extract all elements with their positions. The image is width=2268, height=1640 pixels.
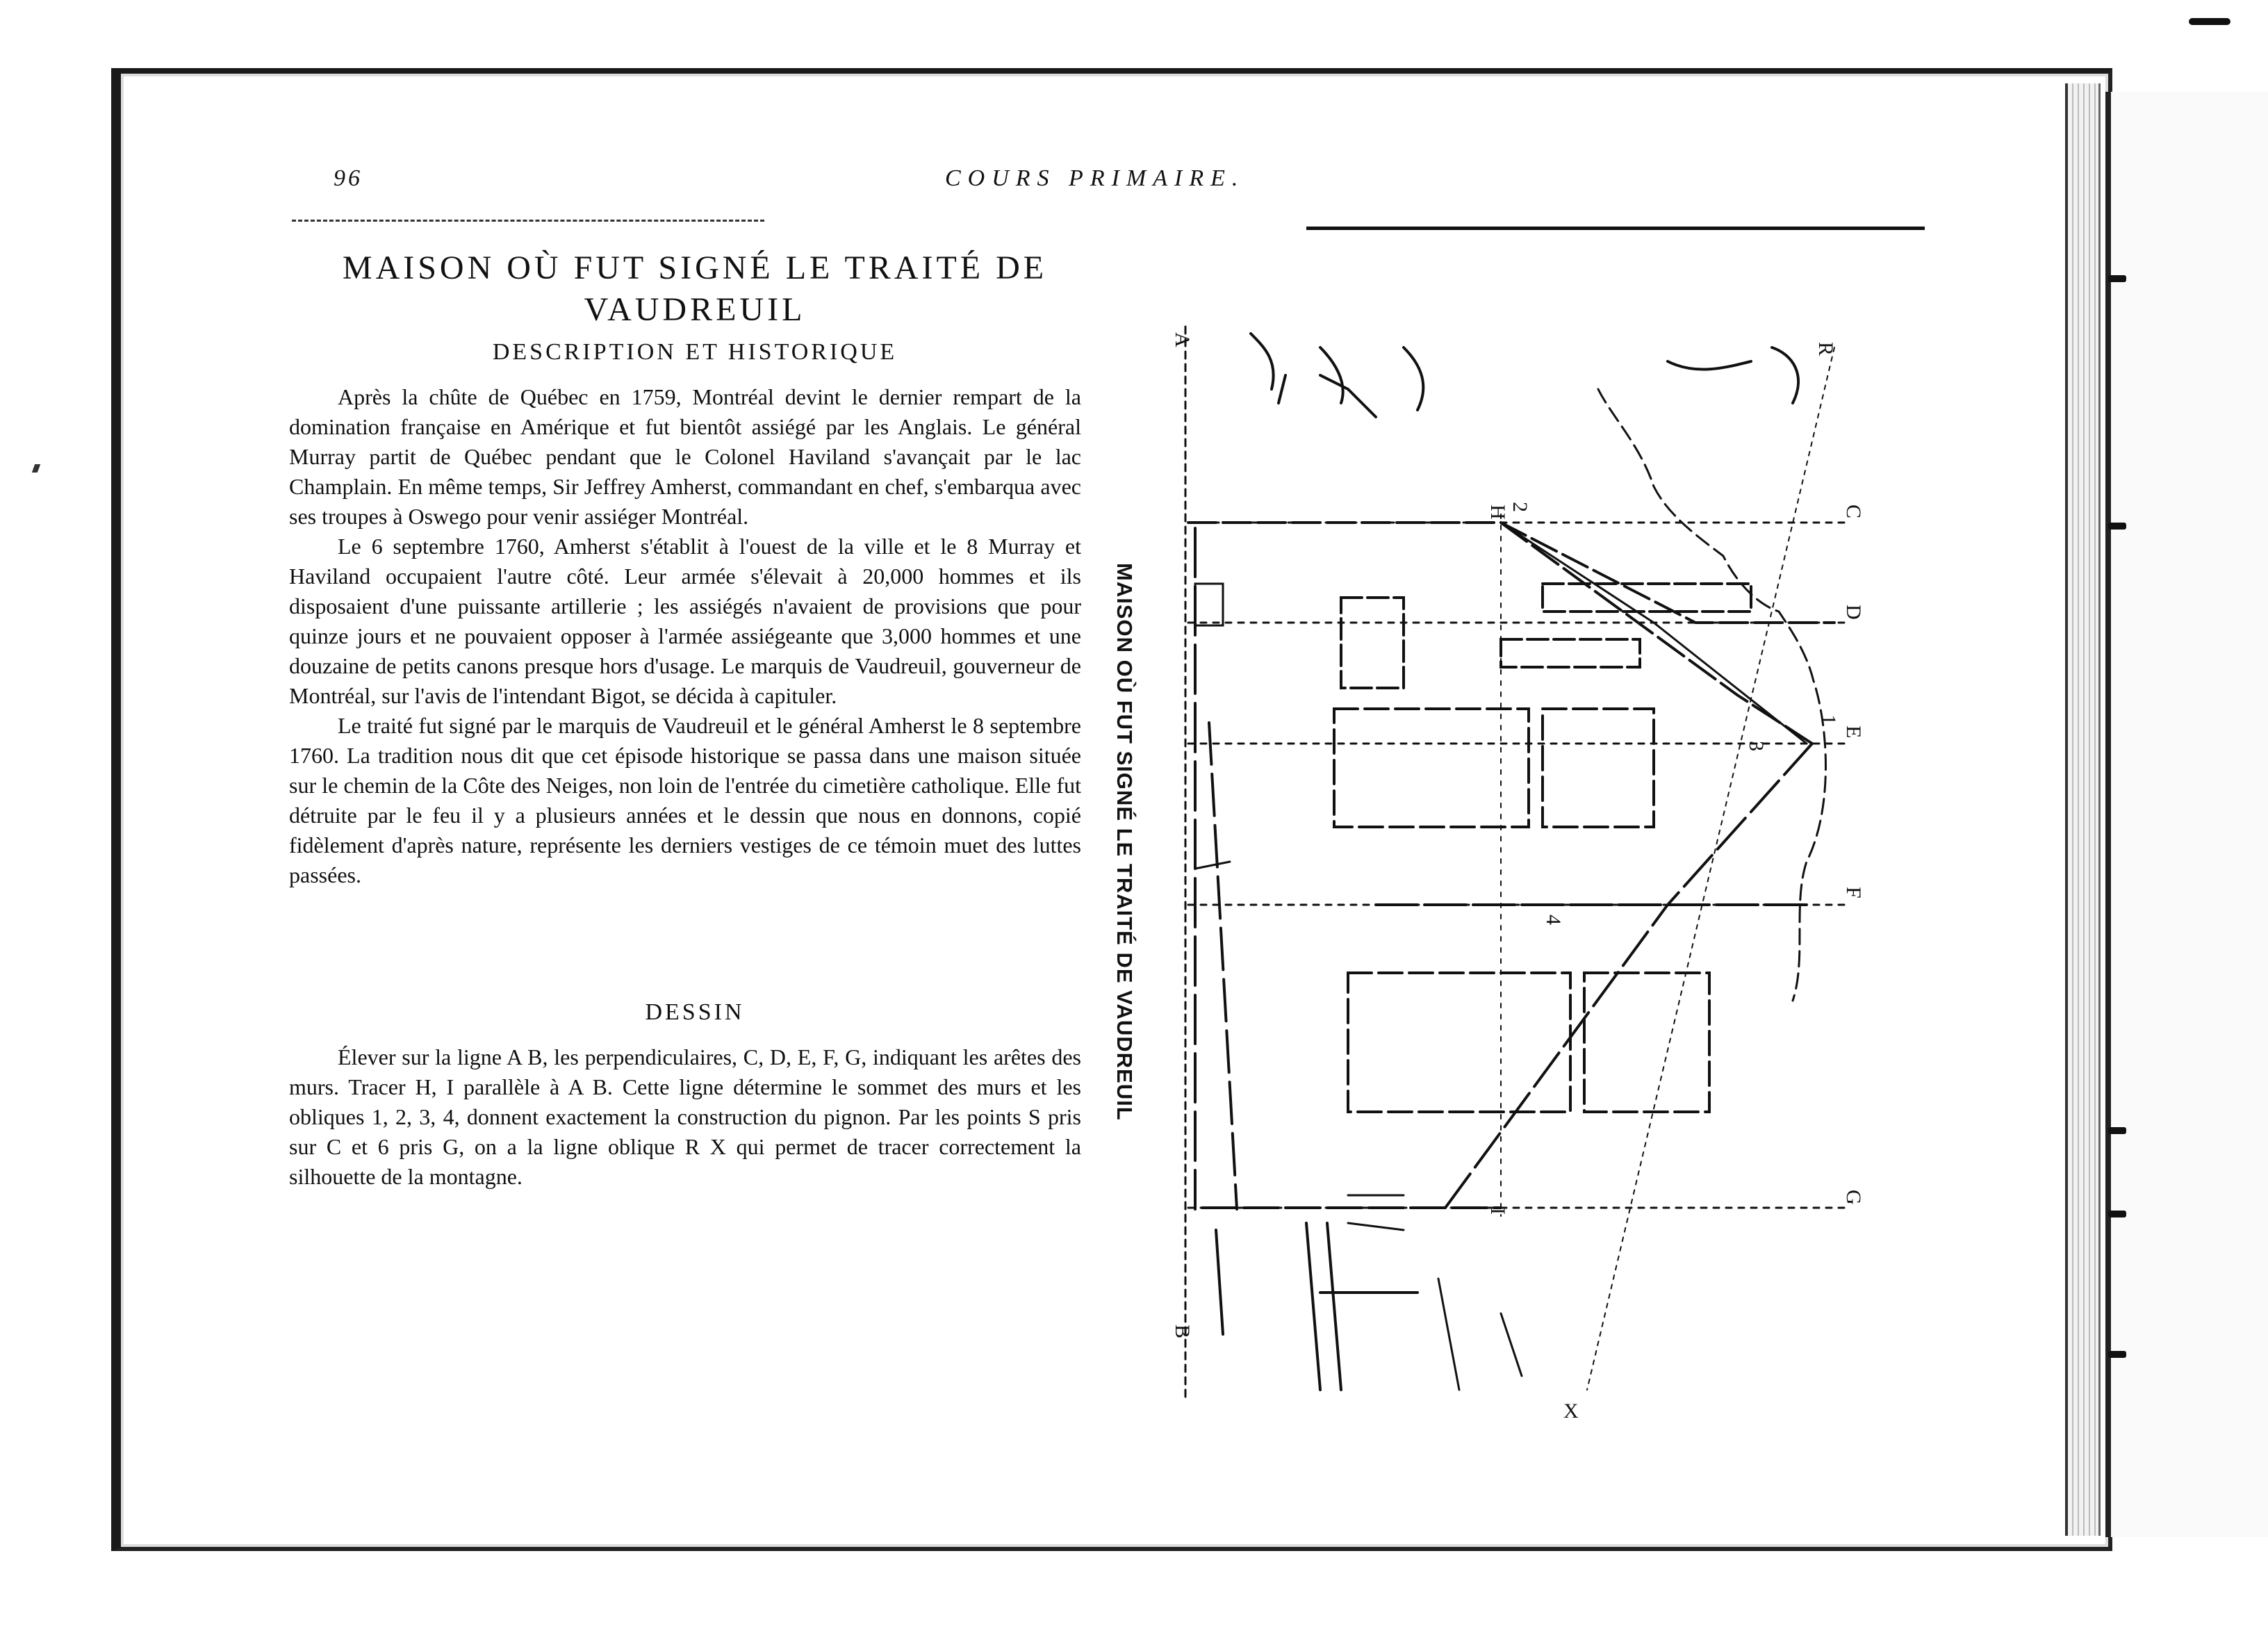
label-3: 3 — [1745, 741, 1768, 751]
section-heading-description: DESCRIPTION ET HISTORIQUE — [492, 339, 898, 365]
label-c: C — [1842, 505, 1865, 519]
page-mark — [2108, 1127, 2126, 1134]
label-1: 1 — [1817, 714, 1840, 725]
facing-page-edge — [2105, 92, 2268, 1537]
window — [1348, 973, 1570, 1112]
tree-trunk — [1438, 1279, 1522, 1390]
ground-marks — [1216, 1223, 1418, 1390]
paragraph: Le 6 septembre 1760, Amherst s'établit à l'ouest de la ville et le 8 Murray et Haviland occupaient l'autre côté. Leur armée s'élevait à 20,000 hommes et ils disposaient d'une puissante artillerie ; les assiégés n'avaient de provisions que pour quinze jours et ne pouvaient opposer à l'armée assiégeante que 3,000 hommes et une douzaine de petits canons presque hors d'usage. Le marquis de Vaudreuil, gouverneur de Montréal, sur l'avis de l'intendant Bigot, se décida à capituler. — [289, 534, 1081, 708]
label-e: E — [1842, 725, 1865, 739]
page-mark — [2108, 1211, 2126, 1217]
chimney — [1195, 584, 1223, 625]
mountain-outline — [1598, 389, 1826, 1001]
page-mark — [2108, 275, 2126, 282]
tree-sketch — [1251, 334, 1343, 403]
mountain-outline — [1668, 347, 1798, 403]
label-a: A — [1171, 332, 1194, 347]
foot-mark — [1348, 1223, 1404, 1230]
line-rx — [1587, 347, 1834, 1390]
header-rule — [1306, 227, 1925, 230]
window — [1341, 598, 1404, 688]
paragraph: Le traité fut signé par le marquis de Vaudreuil et le général Amherst le 8 septembre 1760. La tradition nous dit que cet épisode historique se passa dans une maison située sur le chemin de la Côte des Neiges, non loin de l'entrée du cimetière catholique. Elle fut détruite par le feu il y a plusieurs années et le dessin que nous en donnons, copié fidèlement d'après nature, représente les derniers vestiges de ce témoin muet des luttes passées. — [289, 713, 1081, 887]
label-d: D — [1842, 605, 1865, 620]
article-title — [292, 247, 1098, 331]
label-f: F — [1842, 887, 1865, 899]
page-mark — [2108, 1351, 2126, 1358]
house-wall — [1209, 723, 1237, 1209]
page-mark — [2108, 523, 2126, 530]
page-edges — [2065, 83, 2101, 1536]
figure-caption: MAISON OÙ FUT SIGNÉ LE TRAITÉ DE VAUDREUIL — [1112, 563, 1137, 1121]
paragraph: Élever sur la ligne A B, les perpendiculaires, C, D, E, F, G, indiquant les arêtes des murs. Tracer H, I parallèle à A B. Cette ligne détermine le sommet des murs et les obliques 1, 2, 3, 4, donnent exactement la construction du pignon. Par les points S pris sur C et 6 pris G, on a la ligne oblique R X qui permet de tracer correctement la silhouette de la montagne. — [289, 1044, 1081, 1189]
window — [1334, 709, 1529, 827]
house-drawing — [1112, 306, 1890, 1445]
house-wall — [1188, 523, 1834, 623]
description-text — [289, 382, 1081, 890]
running-title: COURS PRIMAIRE. — [945, 165, 1245, 191]
label-i: I — [1486, 1208, 1509, 1215]
window — [1543, 709, 1654, 827]
label-x: X — [1563, 1400, 1579, 1422]
label-r: R — [1814, 342, 1837, 356]
label-4: 4 — [1542, 915, 1565, 925]
header-rule — [292, 220, 764, 222]
foot-mark — [1195, 862, 1230, 869]
article-title-line: VAUDREUIL — [584, 291, 806, 328]
section-heading-dessin: DESSIN — [645, 999, 745, 1025]
window — [1501, 639, 1640, 667]
label-2: 2 — [1509, 502, 1531, 512]
article-title-line: MAISON OÙ FUT SIGNÉ LE TRAITÉ DE — [342, 249, 1048, 286]
dessin-text — [289, 1042, 1081, 1192]
tree-sketch — [1320, 347, 1423, 417]
label-h: H — [1486, 505, 1509, 520]
page-number: 96 — [334, 165, 363, 191]
label-g: G — [1842, 1190, 1865, 1205]
paragraph: Après la chûte de Québec en 1759, Montréal devint le dernier rempart de la domination française en Amérique et fut bientôt assiégé par les Anglais. Le général Murray partit de Québec pendant que le Colonel Haviland s'avançait par le lac Champlain. En même temps, Sir Jeffrey Amherst, commandant en chef, s'embarqua avec ses troupes à Oswego pour venir assiéger Montréal. — [289, 384, 1081, 529]
label-b: B — [1171, 1325, 1194, 1339]
scan-speck — [2189, 18, 2230, 25]
